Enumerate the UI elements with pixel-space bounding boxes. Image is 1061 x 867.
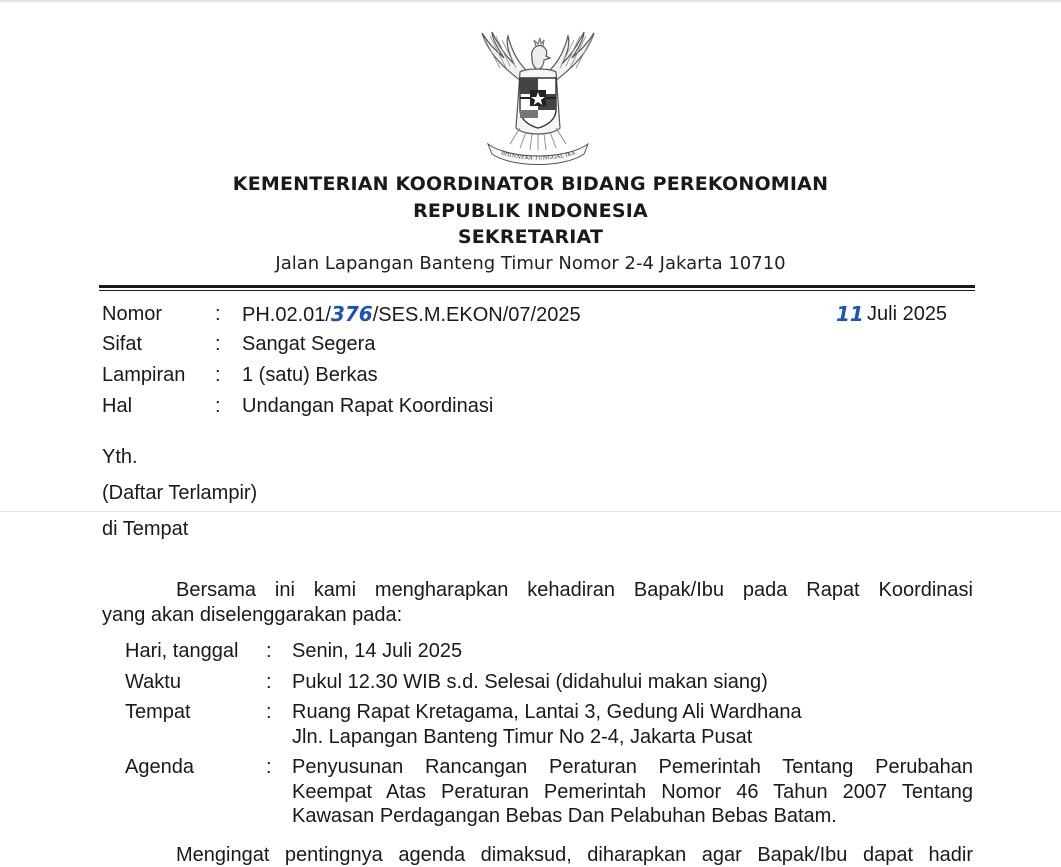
hari-colon: : [266,640,272,662]
recipient-place: di Tempat [102,518,189,540]
letterhead-ministry: KEMENTERIAN KOORDINATOR BIDANG PEREKONOMIAN [232,173,829,195]
agenda-value-line3: Kawasan Perdagangan Bebas Dan Pelabuhan Bebas Batam. [292,805,837,827]
waktu-colon: : [266,671,272,693]
waktu-label: Waktu [125,671,181,693]
nomor-value [242,304,581,325]
scan-fold-line [0,511,1061,512]
agenda-value-line1: Penyusunan Rancangan Peraturan Pemerintah Tentang Perubahan [292,756,973,778]
sifat-label: Sifat [102,333,143,355]
letterhead-divider-thin [99,290,975,291]
lampiran-label: Lampiran [102,364,186,386]
nomor-colon: : [215,303,221,325]
agenda-colon: : [266,756,272,778]
intro-paragraph-line2: yang akan diselenggarakan pada: [102,604,403,626]
lampiran-value: 1 (satu) Berkas [242,364,378,386]
tempat-label: Tempat [125,701,191,723]
date-handwritten-day: 11 [836,302,864,326]
page-top-edge [0,0,1061,2]
hari-label: Hari, tanggal [125,640,239,662]
date-month-year: Juli 2025 [867,303,948,325]
waktu-value: Pukul 12.30 WIB s.d. Selesai (didahului makan siang) [292,671,768,693]
hal-value: Undangan Rapat Koordinasi [242,395,494,417]
letterhead-address: Jalan Lapangan Banteng Timur Nomor 2-4 Jakarta 10710 [275,253,786,274]
hal-label: Hal [102,395,133,417]
lampiran-colon: : [215,364,221,386]
agenda-label: Agenda [125,756,194,778]
sifat-value: Sangat Segera [242,333,376,355]
nomor-prefix: PH.02.01/ [242,304,331,326]
nomor-label: Nomor [102,303,163,325]
tempat-value-line1: Ruang Rapat Kretagama, Lantai 3, Gedung Ali Wardhana [292,701,802,723]
recipient-list: (Daftar Terlampir) [102,482,258,504]
sifat-colon: : [215,333,221,355]
emblem-motto: BHINNEKA TUNGGAL IKA [499,150,577,162]
letterhead-unit: SEKRETARIAT [457,226,604,248]
intro-paragraph-line1: Bersama ini kami mengharapkan kehadiran Bapak/Ibu pada Rapat Koordinasi [176,579,973,601]
garuda-emblem-icon [470,28,606,166]
nomor-handwritten-number: 376 [330,302,373,326]
letterhead-divider-thick [99,285,975,288]
agenda-value-line2: Keempat Atas Peraturan Pemerintah Nomor 46 Tahun 2007 Tentang [292,781,973,803]
tempat-value-line2: Jln. Lapangan Banteng Timur No 2-4, Jakarta Pusat [292,726,753,748]
closing-paragraph-line1: Mengingat pentingnya agenda dimaksud, diharapkan agar Bapak/Ibu dapat hadir [176,844,973,866]
nomor-suffix: /SES.M.EKON/07/2025 [372,304,581,326]
hal-colon: : [215,395,221,417]
letterhead-country: REPUBLIK INDONESIA [413,200,648,222]
tempat-colon: : [266,701,272,723]
recipient-yth: Yth. [102,446,138,468]
hari-value: Senin, 14 Juli 2025 [292,640,463,662]
